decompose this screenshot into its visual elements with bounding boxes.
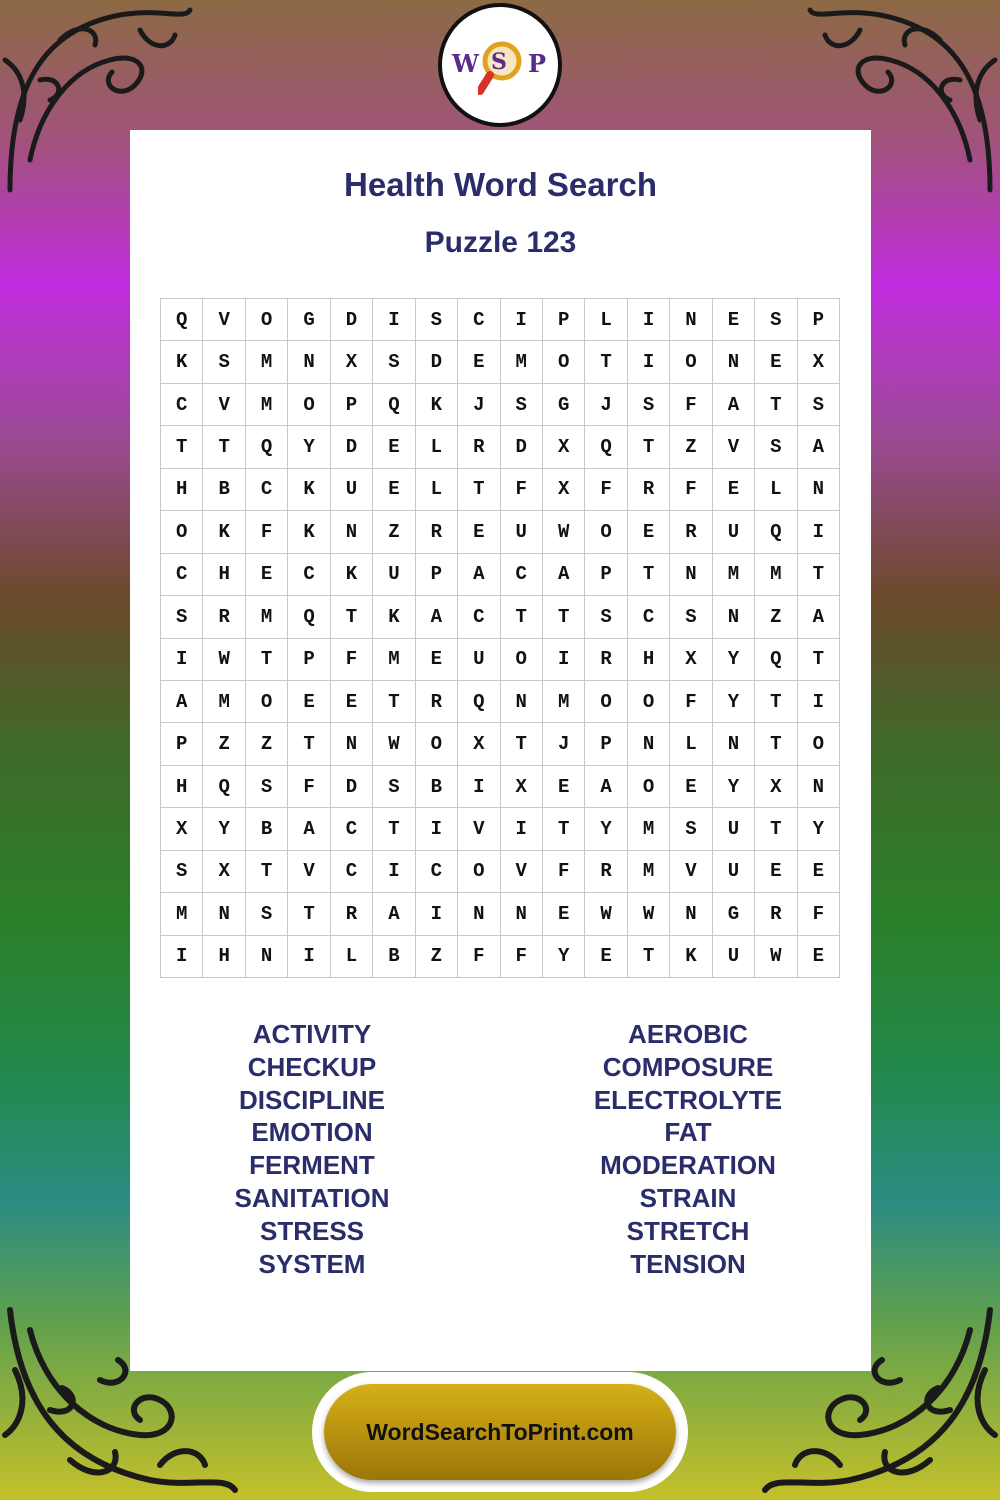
word-list-item: STRESS [259,1215,365,1246]
grid-cell[interactable]: H [628,639,670,681]
grid-cell[interactable]: L [670,723,712,765]
website-link-label: WordSearchToPrint.com [366,1418,634,1445]
logo-letter-w: W [452,49,479,78]
grid-cell[interactable]: T [628,426,670,468]
grid-cell[interactable]: Z [373,511,415,553]
grid-cell[interactable]: F [288,766,330,808]
grid-cell[interactable]: R [331,893,373,935]
grid-cell[interactable]: X [203,851,245,893]
grid-cell[interactable]: T [331,596,373,638]
grid-cell[interactable]: T [798,639,840,681]
grid-cell[interactable]: H [161,469,203,511]
grid-cell[interactable]: F [585,469,627,511]
wsp-logo[interactable] [438,3,562,127]
word-list-right [528,1018,848,1280]
grid-cell[interactable]: C [458,596,500,638]
grid-cell[interactable]: R [458,426,500,468]
grid-cell[interactable]: W [543,511,585,553]
grid-cell[interactable]: Z [670,426,712,468]
grid-cell[interactable]: O [246,299,288,341]
grid-cell[interactable]: A [543,554,585,596]
logo-letter-s: S [491,49,507,75]
grid-cell[interactable]: Y [713,766,755,808]
grid-cell[interactable]: D [331,299,373,341]
grid-cell[interactable]: A [798,426,840,468]
word-list-item: EMOTION [251,1117,373,1148]
grid-cell[interactable]: T [628,936,670,978]
grid-cell[interactable]: S [670,808,712,850]
grid-cell[interactable]: O [628,766,670,808]
word-list-item: ELECTROLYTE [593,1084,783,1115]
grid-cell[interactable]: E [543,893,585,935]
grid-cell[interactable]: N [670,299,712,341]
grid-cell[interactable]: S [373,341,415,383]
grid-cell[interactable]: T [246,639,288,681]
grid-cell[interactable]: I [501,299,543,341]
grid-cell[interactable]: N [331,723,373,765]
grid-cell[interactable]: T [161,426,203,468]
grid-cell[interactable]: Q [755,639,797,681]
grid-cell[interactable]: E [713,469,755,511]
grid-cell[interactable]: T [755,723,797,765]
grid-cell[interactable]: M [373,639,415,681]
grid-cell[interactable]: M [628,808,670,850]
word-list-item: MODERATION [600,1150,776,1181]
grid-cell[interactable]: E [458,341,500,383]
word-list-item: SANITATION [234,1182,390,1213]
grid-cell[interactable]: F [501,936,543,978]
logo-letter-p: P [528,49,547,78]
grid-cell[interactable]: S [628,384,670,426]
grid-cell[interactable]: I [161,936,203,978]
grid-cell[interactable]: Y [203,808,245,850]
grid-cell[interactable]: R [628,469,670,511]
word-list-item: ACTIVITY [252,1019,372,1049]
grid-cell[interactable]: Q [246,426,288,468]
grid-cell[interactable]: E [628,511,670,553]
grid-cell[interactable]: O [585,511,627,553]
grid-cell[interactable]: S [755,299,797,341]
grid-cell[interactable]: F [670,681,712,723]
grid-cell[interactable]: V [670,851,712,893]
letter-grid[interactable] [160,298,840,978]
grid-cell[interactable]: F [670,469,712,511]
grid-cell[interactable]: C [288,554,330,596]
grid-cell[interactable]: N [798,766,840,808]
grid-cell[interactable]: C [458,299,500,341]
grid-cell[interactable]: A [798,596,840,638]
word-list-item: TENSION [630,1248,746,1279]
grid-cell[interactable]: Q [755,511,797,553]
grid-cell[interactable]: M [543,681,585,723]
grid-cell[interactable]: R [585,851,627,893]
grid-cell[interactable]: S [161,851,203,893]
grid-cell[interactable]: V [203,299,245,341]
grid-cell[interactable]: T [543,596,585,638]
grid-cell[interactable]: E [755,341,797,383]
grid-cell[interactable]: D [331,766,373,808]
footer-badge [312,1372,688,1492]
grid-cell[interactable]: T [628,554,670,596]
grid-cell[interactable]: G [713,893,755,935]
grid-cell[interactable]: K [416,384,458,426]
grid-cell[interactable]: E [585,936,627,978]
grid-cell[interactable]: Z [203,723,245,765]
word-list-left [152,1018,472,1280]
grid-cell[interactable]: I [798,511,840,553]
grid-cell[interactable]: T [501,596,543,638]
grid-cell[interactable]: D [501,426,543,468]
website-link-button[interactable] [324,1384,676,1480]
grid-cell[interactable]: F [331,639,373,681]
grid-cell[interactable]: P [288,639,330,681]
grid-cell[interactable]: O [288,384,330,426]
grid-cell[interactable]: C [628,596,670,638]
grid-cell[interactable]: G [288,299,330,341]
grid-cell[interactable]: Q [161,299,203,341]
grid-cell[interactable]: T [501,723,543,765]
grid-cell[interactable]: J [543,723,585,765]
grid-cell[interactable]: U [713,511,755,553]
grid-cell[interactable]: S [501,384,543,426]
grid-cell[interactable]: K [288,469,330,511]
grid-cell[interactable]: I [501,808,543,850]
word-list-item: STRETCH [626,1215,750,1246]
grid-cell[interactable]: X [331,341,373,383]
grid-cell[interactable]: A [713,384,755,426]
grid-cell[interactable]: U [713,936,755,978]
grid-cell[interactable]: R [416,681,458,723]
word-list-item: STRAIN [639,1182,737,1213]
grid-cell[interactable]: M [161,893,203,935]
grid-cell[interactable]: V [203,384,245,426]
grid-cell[interactable]: N [713,596,755,638]
grid-cell[interactable]: I [628,299,670,341]
grid-cell[interactable]: W [373,723,415,765]
grid-cell[interactable]: O [798,723,840,765]
grid-cell[interactable]: I [416,893,458,935]
grid-cell[interactable]: F [798,893,840,935]
grid-cell[interactable]: F [543,851,585,893]
grid-cell[interactable]: D [331,426,373,468]
grid-cell[interactable]: C [161,554,203,596]
grid-cell[interactable]: E [798,936,840,978]
grid-cell[interactable]: R [416,511,458,553]
grid-cell[interactable]: O [670,341,712,383]
grid-cell[interactable]: E [288,681,330,723]
grid-cell[interactable]: J [585,384,627,426]
grid-cell[interactable]: N [288,341,330,383]
grid-cell[interactable]: T [288,893,330,935]
grid-cell[interactable]: N [713,723,755,765]
grid-cell[interactable]: O [416,723,458,765]
grid-cell[interactable]: P [161,723,203,765]
grid-cell[interactable]: M [628,851,670,893]
grid-cell[interactable]: T [585,341,627,383]
grid-cell[interactable]: Q [585,426,627,468]
grid-cell[interactable]: O [161,511,203,553]
grid-cell[interactable]: N [670,554,712,596]
grid-cell[interactable]: X [798,341,840,383]
grid-cell[interactable]: E [373,469,415,511]
grid-cell[interactable]: C [501,554,543,596]
grid-cell[interactable]: L [416,426,458,468]
grid-cell[interactable]: O [458,851,500,893]
grid-cell[interactable]: S [246,766,288,808]
grid-cell[interactable]: K [161,341,203,383]
grid-cell[interactable]: T [373,808,415,850]
grid-cell[interactable]: Y [288,426,330,468]
grid-cell[interactable]: X [670,639,712,681]
grid-cell[interactable]: E [798,851,840,893]
grid-cell[interactable]: G [543,384,585,426]
grid-cell[interactable]: Y [798,808,840,850]
grid-cell[interactable]: Y [713,639,755,681]
grid-cell[interactable]: L [755,469,797,511]
grid-cell[interactable]: I [416,808,458,850]
grid-cell[interactable]: R [670,511,712,553]
grid-cell[interactable]: O [501,639,543,681]
grid-cell[interactable]: N [331,511,373,553]
grid-cell[interactable]: P [585,554,627,596]
grid-cell[interactable]: M [501,341,543,383]
grid-cell[interactable]: E [331,681,373,723]
grid-cell[interactable]: Z [755,596,797,638]
grid-cell[interactable]: U [713,851,755,893]
grid-cell[interactable]: U [458,639,500,681]
grid-cell[interactable]: P [798,299,840,341]
word-list-item: COMPOSURE [602,1051,774,1082]
grid-cell[interactable]: L [416,469,458,511]
grid-cell[interactable]: P [416,554,458,596]
grid-cell[interactable]: E [713,299,755,341]
grid-cell[interactable]: S [203,341,245,383]
grid-cell[interactable]: C [331,851,373,893]
grid-cell[interactable]: I [288,936,330,978]
grid-cell[interactable]: D [416,341,458,383]
grid-cell[interactable]: X [755,766,797,808]
grid-cell[interactable]: I [628,341,670,383]
grid-cell[interactable]: C [331,808,373,850]
grid-cell[interactable]: M [246,596,288,638]
word-list-item: FERMENT [249,1150,375,1181]
grid-cell[interactable]: Z [416,936,458,978]
grid-cell[interactable]: L [585,299,627,341]
grid-cell[interactable]: A [373,893,415,935]
grid-cell[interactable]: T [288,723,330,765]
grid-cell[interactable]: U [501,511,543,553]
grid-cell[interactable]: Q [458,681,500,723]
grid-cell[interactable]: E [458,511,500,553]
grid-cell[interactable]: S [161,596,203,638]
puzzle-sheet [130,130,871,1371]
grid-cell[interactable]: N [458,893,500,935]
grid-cell[interactable]: F [458,936,500,978]
grid-cell[interactable]: B [246,808,288,850]
grid-cell[interactable]: F [246,511,288,553]
grid-cell[interactable]: O [246,681,288,723]
grid-cell[interactable]: E [755,851,797,893]
grid-cell[interactable]: K [203,511,245,553]
grid-cell[interactable]: H [161,766,203,808]
grid-cell[interactable]: S [416,299,458,341]
grid-cell[interactable]: N [501,893,543,935]
grid-cell[interactable]: W [203,639,245,681]
grid-cell[interactable]: X [161,808,203,850]
word-list-item: DISCIPLINE [239,1084,385,1115]
grid-cell[interactable]: B [373,936,415,978]
grid-cell[interactable]: A [458,554,500,596]
grid-cell[interactable]: E [416,639,458,681]
grid-cell[interactable]: Q [203,766,245,808]
grid-cell[interactable]: X [458,723,500,765]
grid-cell[interactable]: K [670,936,712,978]
grid-cell[interactable]: M [755,554,797,596]
grid-cell[interactable]: A [161,681,203,723]
grid-cell[interactable]: A [585,766,627,808]
grid-cell[interactable]: N [713,341,755,383]
grid-cell[interactable]: I [373,851,415,893]
grid-cell[interactable]: N [798,469,840,511]
grid-cell[interactable]: I [161,639,203,681]
grid-cell[interactable]: O [585,681,627,723]
word-list-item: SYSTEM [258,1248,366,1279]
grid-cell[interactable]: W [628,893,670,935]
grid-cell[interactable]: B [203,469,245,511]
grid-cell[interactable]: S [755,426,797,468]
grid-cell[interactable]: T [755,384,797,426]
grid-cell[interactable]: Q [288,596,330,638]
grid-cell[interactable]: K [373,596,415,638]
grid-cell[interactable]: S [670,596,712,638]
grid-cell[interactable]: X [501,766,543,808]
grid-cell[interactable]: Z [246,723,288,765]
grid-cell[interactable]: S [373,766,415,808]
grid-cell[interactable]: H [203,936,245,978]
grid-cell[interactable]: N [246,936,288,978]
grid-cell[interactable]: I [373,299,415,341]
grid-cell[interactable]: T [458,469,500,511]
grid-cell[interactable]: M [713,554,755,596]
grid-cell[interactable]: C [161,384,203,426]
grid-cell[interactable]: F [670,384,712,426]
grid-cell[interactable]: M [246,341,288,383]
grid-cell[interactable]: O [628,681,670,723]
grid-cell[interactable]: N [501,681,543,723]
word-list-item: AEROBIC [628,1019,748,1049]
grid-cell[interactable]: L [331,936,373,978]
grid-cell[interactable]: S [798,384,840,426]
grid-cell[interactable]: V [458,808,500,850]
grid-cell[interactable]: A [416,596,458,638]
page-title: Health Word Search [344,166,657,203]
grid-cell[interactable]: T [543,808,585,850]
grid-cell[interactable]: E [246,554,288,596]
word-list-item: FAT [664,1117,712,1148]
grid-cell[interactable]: T [755,808,797,850]
grid-cell[interactable]: S [246,893,288,935]
grid-cell[interactable]: J [458,384,500,426]
grid-cell[interactable]: C [246,469,288,511]
grid-cell[interactable]: K [288,511,330,553]
grid-cell[interactable]: V [288,851,330,893]
grid-cell[interactable]: F [501,469,543,511]
grid-cell[interactable]: R [755,893,797,935]
grid-cell[interactable]: N [203,893,245,935]
grid-cell[interactable]: W [585,893,627,935]
grid-cell[interactable]: T [246,851,288,893]
grid-cell[interactable]: T [755,681,797,723]
grid-cell[interactable]: X [543,426,585,468]
grid-cell[interactable]: V [501,851,543,893]
grid-cell[interactable]: E [670,766,712,808]
grid-cell[interactable]: E [543,766,585,808]
grid-cell[interactable]: I [798,681,840,723]
grid-cell[interactable]: K [331,554,373,596]
grid-cell[interactable]: B [416,766,458,808]
grid-cell[interactable]: W [755,936,797,978]
grid-cell[interactable]: Y [585,808,627,850]
grid-cell[interactable]: H [203,554,245,596]
grid-cell[interactable]: P [331,384,373,426]
grid-cell[interactable]: I [543,639,585,681]
grid-cell[interactable]: P [585,723,627,765]
grid-cell[interactable]: U [713,808,755,850]
grid-cell[interactable]: Y [713,681,755,723]
grid-cell[interactable]: T [798,554,840,596]
grid-cell[interactable]: M [246,384,288,426]
grid-cell[interactable]: T [203,426,245,468]
grid-cell[interactable]: T [373,681,415,723]
grid-cell[interactable]: S [585,596,627,638]
grid-cell[interactable]: Y [543,936,585,978]
grid-cell[interactable]: O [543,341,585,383]
puzzle-number: Puzzle 123 [424,226,577,259]
grid-cell[interactable]: X [543,469,585,511]
grid-cell[interactable]: M [203,681,245,723]
grid-cell[interactable]: I [458,766,500,808]
grid-cell[interactable]: R [585,639,627,681]
grid-cell[interactable]: C [416,851,458,893]
grid-cell[interactable]: A [288,808,330,850]
grid-cell[interactable]: V [713,426,755,468]
word-list-item: CHECKUP [247,1051,377,1082]
grid-cell[interactable]: U [373,554,415,596]
grid-cell[interactable]: R [203,596,245,638]
grid-cell[interactable]: U [331,469,373,511]
grid-cell[interactable]: N [670,893,712,935]
grid-cell[interactable]: N [628,723,670,765]
grid-cell[interactable]: Q [373,384,415,426]
grid-cell[interactable]: P [543,299,585,341]
grid-cell[interactable]: E [373,426,415,468]
